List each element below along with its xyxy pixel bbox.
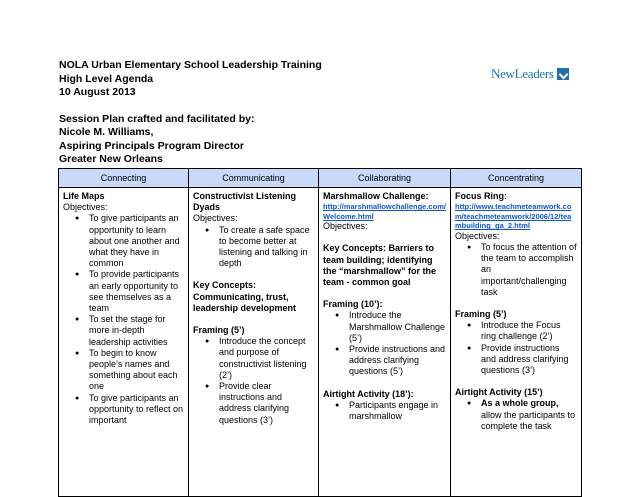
objectives-label: Objectives: — [193, 213, 238, 224]
list-item: ● To give participants an opportunity to learn about one another and what they have in common — [89, 213, 184, 269]
activity-title: Constructivist Listening Dyads — [193, 191, 297, 213]
table-header-row — [59, 169, 582, 188]
key-concepts: Key Concepts: Barriers to team building; identifying the “marshmallow” for the team - common goal — [323, 243, 437, 288]
activity-title: Focus Ring: — [455, 191, 507, 201]
objectives-list — [63, 213, 184, 426]
objectives-label: Objectives: — [455, 230, 500, 241]
objectives-list — [193, 225, 314, 270]
list-item: ● Introduce the Focus ring challenge (2’) — [481, 320, 577, 342]
facilitator-role: Aspiring Principals Program Director — [59, 139, 244, 152]
list-item: ● To begin to know people’s names and something about each one — [89, 348, 184, 393]
document-date: 10 August 2013 — [59, 86, 136, 98]
list-item: ● To give participants an opportunity to reflect on important — [89, 393, 184, 427]
session-line: Session Plan crafted and facilitated by: — [59, 112, 255, 125]
column-header-communicating: Communicating — [189, 169, 319, 188]
airtight-list — [455, 398, 577, 432]
cell-collaborating — [319, 188, 451, 497]
agenda-table — [58, 168, 582, 497]
framing-list — [323, 310, 446, 377]
list-item: ● To provide participants an early opportunity to see themselves as a team — [89, 269, 184, 314]
activity-title: Life Maps — [63, 191, 105, 201]
document-title: NOLA Urban Elementary School Leadership Training — [59, 59, 322, 71]
new-leaders-logo — [491, 66, 569, 82]
table-row — [59, 188, 582, 497]
list-item: ● To focus the attention of the team to accomplish an important/challenging task — [481, 242, 577, 298]
column-header-concentrating: Concentrating — [451, 169, 582, 188]
marshmallow-link[interactable]: http://marshmallowchallenge.com/Welcome.html — [323, 202, 446, 221]
logo-text: NewLeaders — [491, 66, 554, 81]
airtight-list — [323, 400, 446, 422]
airtight-heading: Airtight Activity (15’) — [455, 387, 543, 398]
list-item: ● Provide instructions and address clarifying questions (5’) — [349, 344, 446, 378]
list-item: ● Participants engage in marshmallow — [349, 400, 446, 422]
teamwork-link[interactable]: http://www.teachmeteamwork.com/teachmeteamwork/2006/12/teambuilding_ga_2.html — [455, 202, 572, 231]
airtight-rest: allow the participants to complete the task — [481, 409, 576, 431]
facilitator-region: Greater New Orleans — [59, 153, 163, 165]
cell-connecting — [59, 188, 189, 497]
framing-list — [455, 320, 577, 376]
column-header-collaborating: Collaborating — [319, 169, 451, 188]
objectives-label: Objectives: — [323, 221, 368, 232]
list-item: ● Introduce the concept and purpose of constructivist listening (2’) — [219, 336, 314, 381]
list-item: ● Provide instructions and address clarifying questions (3’) — [481, 343, 577, 377]
document-subtitle: High Level Agenda — [59, 72, 154, 85]
airtight-heading: Airtight Activity (18’): — [323, 388, 414, 399]
list-item: ● To set the stage for more in-depth leadership activities — [89, 314, 184, 348]
framing-heading: Framing (5’) — [193, 325, 245, 336]
document-header — [59, 59, 439, 167]
airtight-lead: As a whole group, — [481, 398, 559, 409]
framing-list — [193, 336, 314, 426]
arrow-box-icon — [557, 68, 569, 80]
list-item: ● Provide clear instructions and address clarifying questions (3’) — [219, 381, 314, 426]
objectives-label: Objectives: — [63, 202, 108, 213]
cell-concentrating — [451, 188, 582, 497]
cell-communicating — [189, 188, 319, 497]
list-item: ● Introduce the Marshmallow Challenge (5’) — [349, 310, 446, 344]
objectives-list — [455, 242, 577, 298]
list-item — [481, 398, 577, 432]
framing-heading: Framing (5’) — [455, 308, 507, 319]
list-item: ● To create a safe space to become better at listening and talking in depth — [219, 225, 314, 270]
facilitator-name: Nicole M. Williams, — [59, 126, 154, 138]
column-header-connecting: Connecting — [59, 169, 189, 188]
activity-title: Marshmallow Challenge: — [323, 191, 429, 201]
framing-heading: Framing (10’): — [323, 299, 383, 310]
key-concepts: Key Concepts: Communicating, trust, leadership development — [193, 280, 297, 313]
